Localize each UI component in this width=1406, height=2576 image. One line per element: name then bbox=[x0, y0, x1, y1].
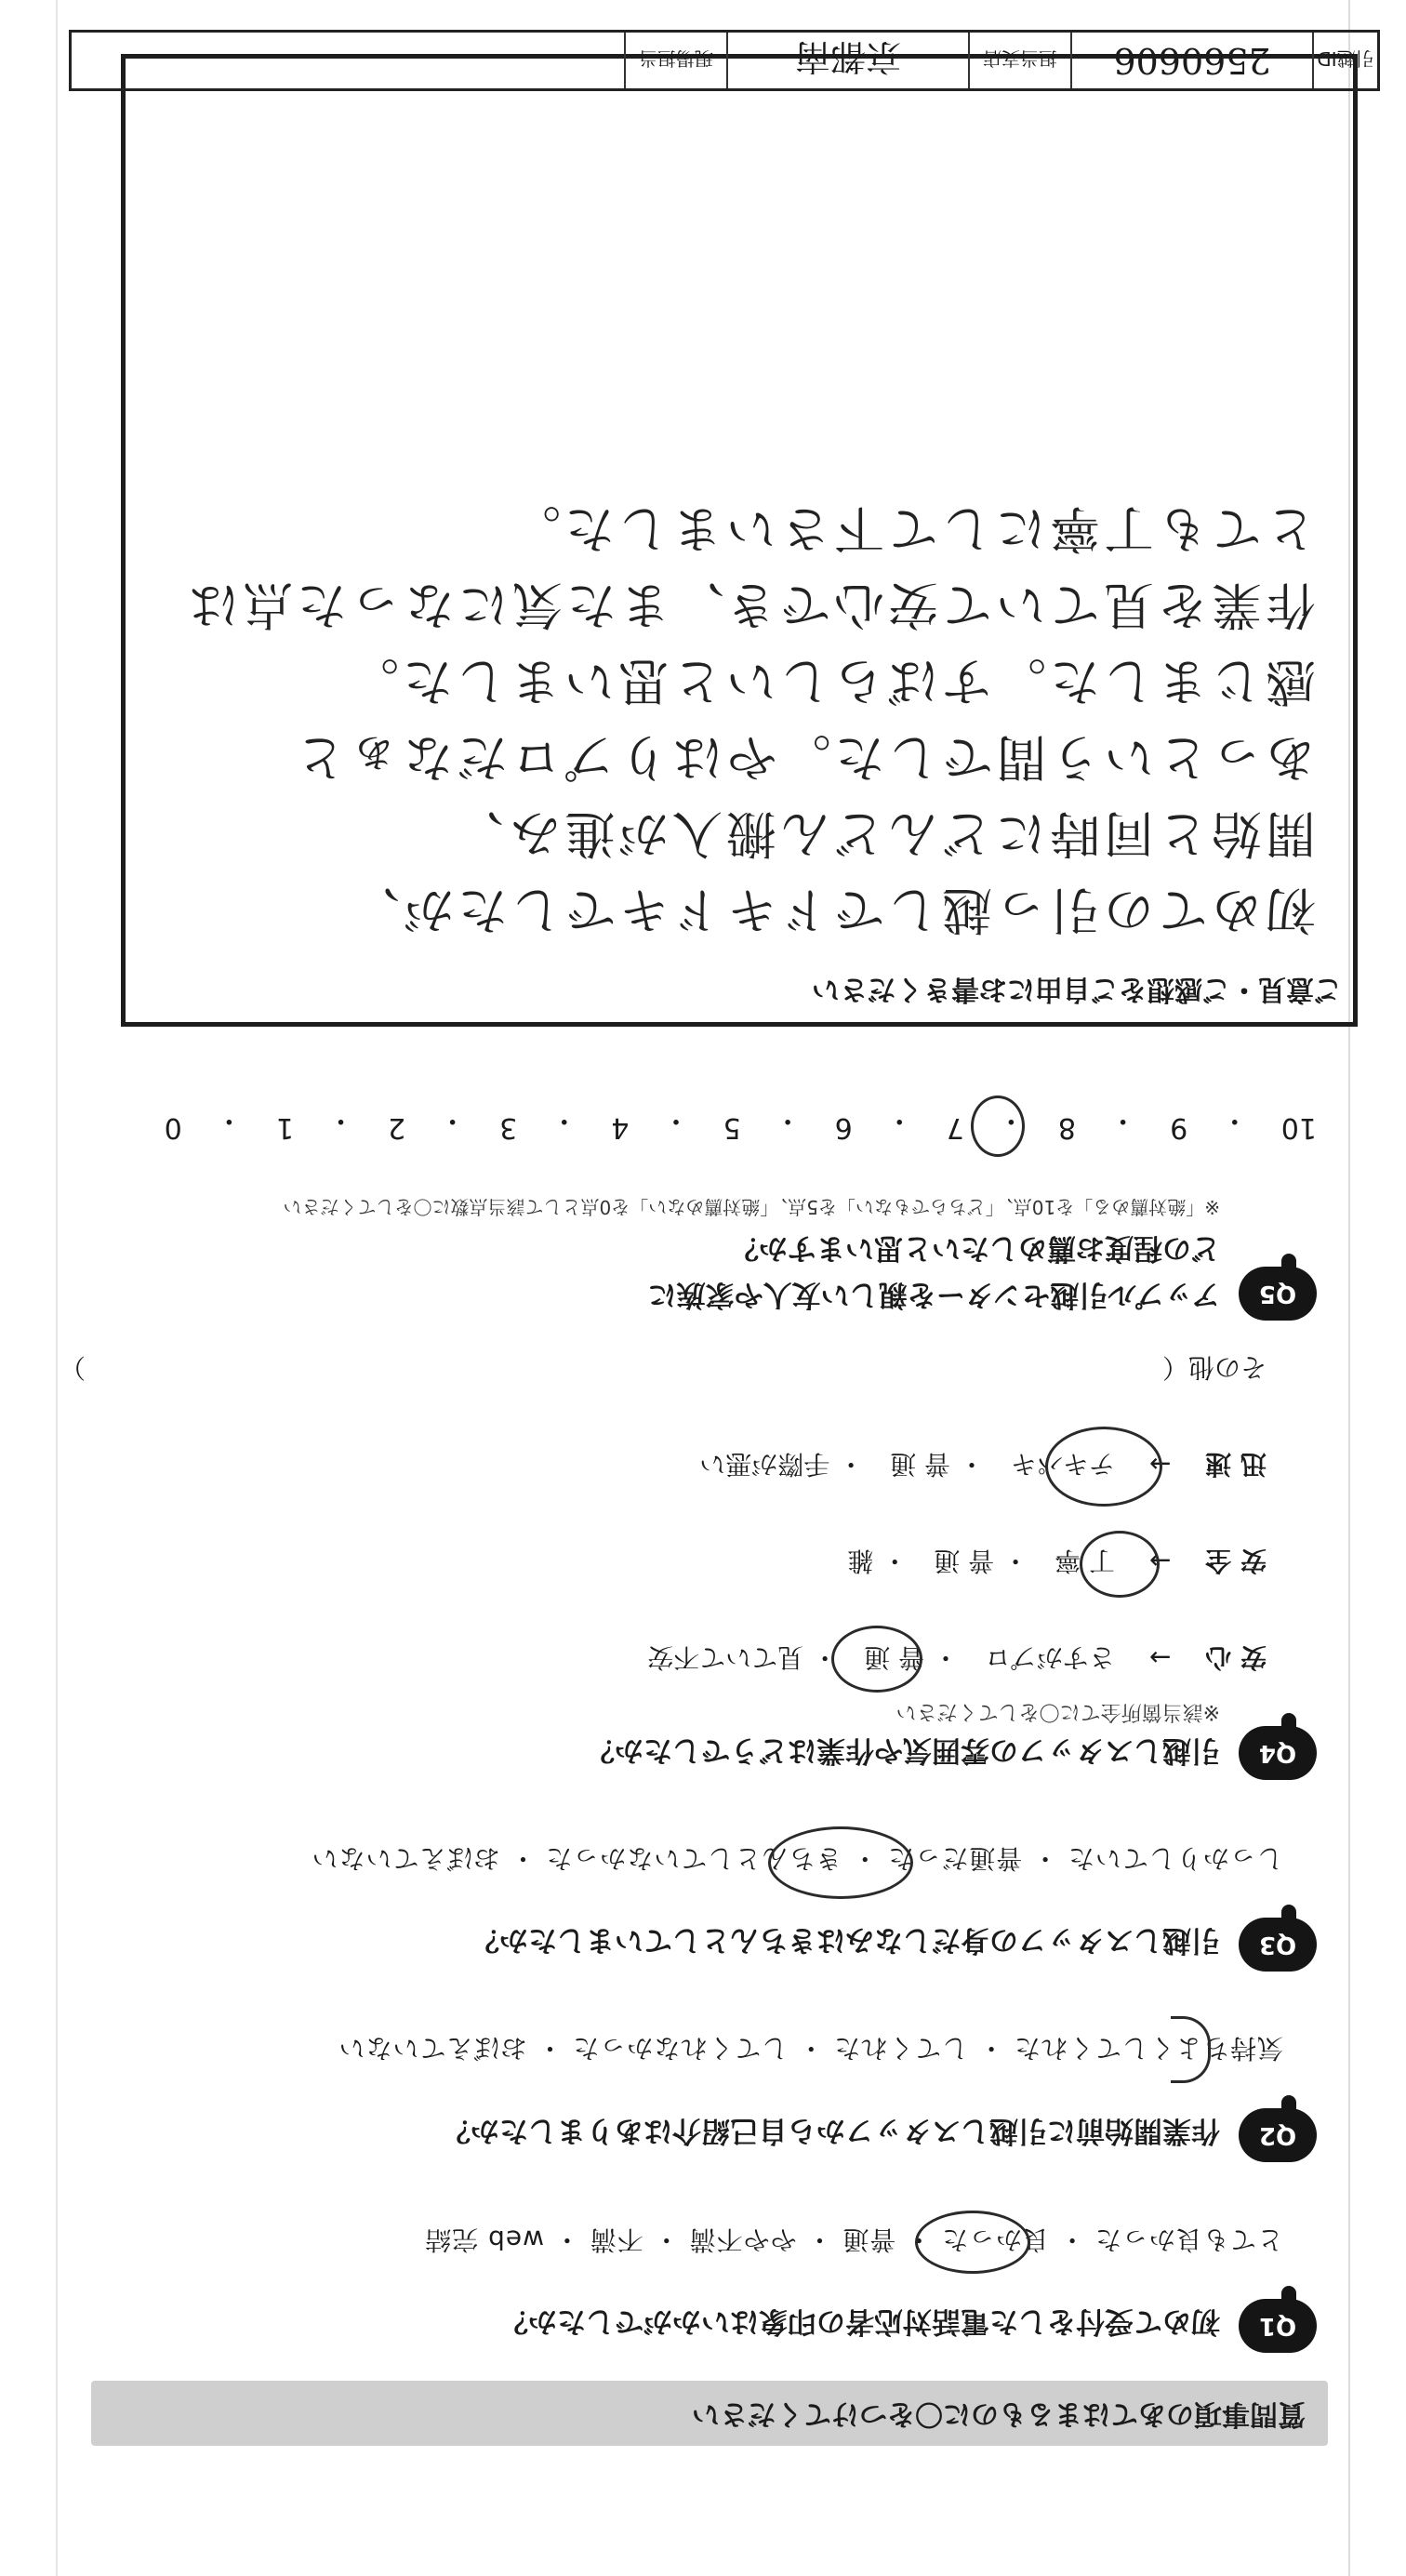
q4-option: 普 通 bbox=[890, 1449, 951, 1480]
q4-option: テキパキ bbox=[1010, 1449, 1115, 1480]
q4-option: 見ていて不安 bbox=[647, 1642, 804, 1673]
score-7: 7 bbox=[946, 1111, 964, 1144]
q4-other-label: その他（ bbox=[1161, 1352, 1267, 1383]
move-id-value: 2560606 bbox=[1070, 33, 1312, 88]
q3-text: 引越しスタッフの身だしなみはきちんとしていましたか？ bbox=[471, 1923, 1220, 1957]
q4-row-label: 安 全 bbox=[1205, 1546, 1267, 1576]
q1-selection-circle bbox=[915, 2211, 1030, 2274]
handwritten-line: とても丁寧にして下さいました。 bbox=[507, 499, 1316, 558]
q2-selection-mark bbox=[1171, 2016, 1211, 2083]
q4-row-anshin: 安 心 → さすがプロ・ 普 通・ 見ていて不安 bbox=[647, 1642, 1267, 1673]
q4-option: さすがプロ bbox=[984, 1642, 1115, 1673]
handwritten-line: 開始と同時にどんどん搬入が進み、 bbox=[449, 804, 1316, 863]
score-4: 4 bbox=[611, 1111, 630, 1144]
q2-badge: Q2 bbox=[1239, 2108, 1317, 2162]
handwritten-line: あっという間でした。やはりプロだなぁと bbox=[291, 728, 1316, 787]
q4-row-label: 安 心 bbox=[1205, 1642, 1267, 1673]
handwritten-comment bbox=[153, 490, 1316, 948]
q1-badge: Q1 bbox=[1239, 2299, 1317, 2353]
q3-options: しっかりしていた ・ 普通だった ・ きちんとしていなかった ・ おぼえていない bbox=[311, 1843, 1283, 1874]
score-0: 0 bbox=[164, 1111, 182, 1144]
q5-text-line1: アップル引越センターを親しい友人や家族に bbox=[647, 1278, 1220, 1311]
page-edge-line-right bbox=[56, 0, 58, 2576]
q4-option: 普 通 bbox=[934, 1546, 995, 1576]
move-id-label: 引越ID bbox=[1312, 33, 1377, 88]
q4-option: 普 通 bbox=[864, 1642, 925, 1673]
footer-table bbox=[69, 30, 1380, 91]
q4-row-arrow: → bbox=[1148, 1449, 1172, 1480]
q4-row-anzen: 安 全 → 丁 寧・ 普 通・ 雑 bbox=[847, 1546, 1267, 1576]
instruction-bar: 質問事項のあてはまるものに〇をつけてください bbox=[91, 2381, 1328, 2446]
score-8: 8 bbox=[1057, 1111, 1077, 1144]
staff-label: 現場担当 bbox=[624, 33, 726, 88]
score-9: 9 bbox=[1170, 1111, 1188, 1144]
q4-other-close: ） bbox=[59, 1352, 86, 1383]
comment-box bbox=[121, 54, 1358, 1027]
q5-badge: Q5 bbox=[1239, 1267, 1317, 1321]
q5-text-line2: どの程度お薦めしたいと思いますか？ bbox=[730, 1231, 1220, 1265]
q4-row1-selection-circle bbox=[831, 1626, 925, 1693]
q4-row-arrow: → bbox=[1148, 1642, 1172, 1673]
q3-selection-circle bbox=[768, 1826, 913, 1899]
score-3: 3 bbox=[499, 1111, 518, 1144]
score-2: 2 bbox=[388, 1111, 406, 1144]
comment-title: ご意見・ご感想をご自由にお書きください bbox=[812, 973, 1342, 1005]
handwritten-line: 作業を見ていて安心でき、また気になった点は bbox=[185, 576, 1316, 634]
q5-note: ※「絶対薦める」を10点、「どちらでもない」を5点、「絶対薦めない」を0点として該当点数に〇をしてください bbox=[283, 1196, 1220, 1218]
q5-selection-circle bbox=[971, 1095, 1025, 1157]
score-10: 10 bbox=[1280, 1111, 1317, 1144]
q2-options: 気持ちよくしてくれた ・ してくれた ・ してくれなかった ・ おぼえていない bbox=[338, 2033, 1283, 2064]
q4-row3-selection-circle bbox=[1045, 1427, 1162, 1507]
branch-label: 担当支店 bbox=[968, 33, 1070, 88]
q4-note: ※該当箇所全てに〇をしてください bbox=[895, 1700, 1220, 1723]
q4-badge: Q4 bbox=[1239, 1726, 1317, 1780]
q4-option: 丁 寧 bbox=[1054, 1546, 1115, 1576]
handwritten-line: 初めての引っ越しでドキドキでしたが、 bbox=[346, 881, 1316, 939]
q1-options: とても良かった ・ 良かった ・ 普通 ・ やや不満 ・ 不満 ・ web 完結 bbox=[424, 2224, 1283, 2255]
q2-text: 作業開始前に引越しスタッフから自己紹介はありましたか？ bbox=[442, 2114, 1220, 2147]
q4-option: 手際が悪い bbox=[699, 1449, 830, 1480]
branch-value: 京都南 bbox=[726, 33, 968, 88]
q1-text: 初めて受付をした電話対応者の印象はいかがでしたか？ bbox=[499, 2304, 1220, 2338]
q4-row-label: 迅 速 bbox=[1205, 1449, 1267, 1480]
staff-value bbox=[72, 33, 624, 88]
q4-other bbox=[1136, 1350, 1267, 1388]
score-6: 6 bbox=[834, 1111, 853, 1144]
q4-option: 雑 bbox=[847, 1546, 874, 1576]
handwritten-line: 感じました。すばらしいと思いました。 bbox=[345, 652, 1316, 710]
q4-row-jinsoku: 迅 速 → テキパキ・ 普 通・ 手際が悪い bbox=[699, 1449, 1267, 1480]
score-5: 5 bbox=[723, 1111, 741, 1144]
q4-row-arrow: → bbox=[1148, 1546, 1172, 1576]
q5-score-scale: 10 ・ 9 ・ 8 ・ 7 ・ 6 ・ 5 ・ 4 ・ 3 ・ 2 ・ 1 ・ 0 bbox=[164, 1104, 1317, 1144]
q3-badge: Q3 bbox=[1239, 1918, 1317, 1972]
q4-text: 引越しスタッフの雰囲気や作業はどうでしたか？ bbox=[586, 1733, 1220, 1767]
q4-row2-selection-circle bbox=[1080, 1531, 1160, 1598]
score-1: 1 bbox=[275, 1111, 294, 1144]
